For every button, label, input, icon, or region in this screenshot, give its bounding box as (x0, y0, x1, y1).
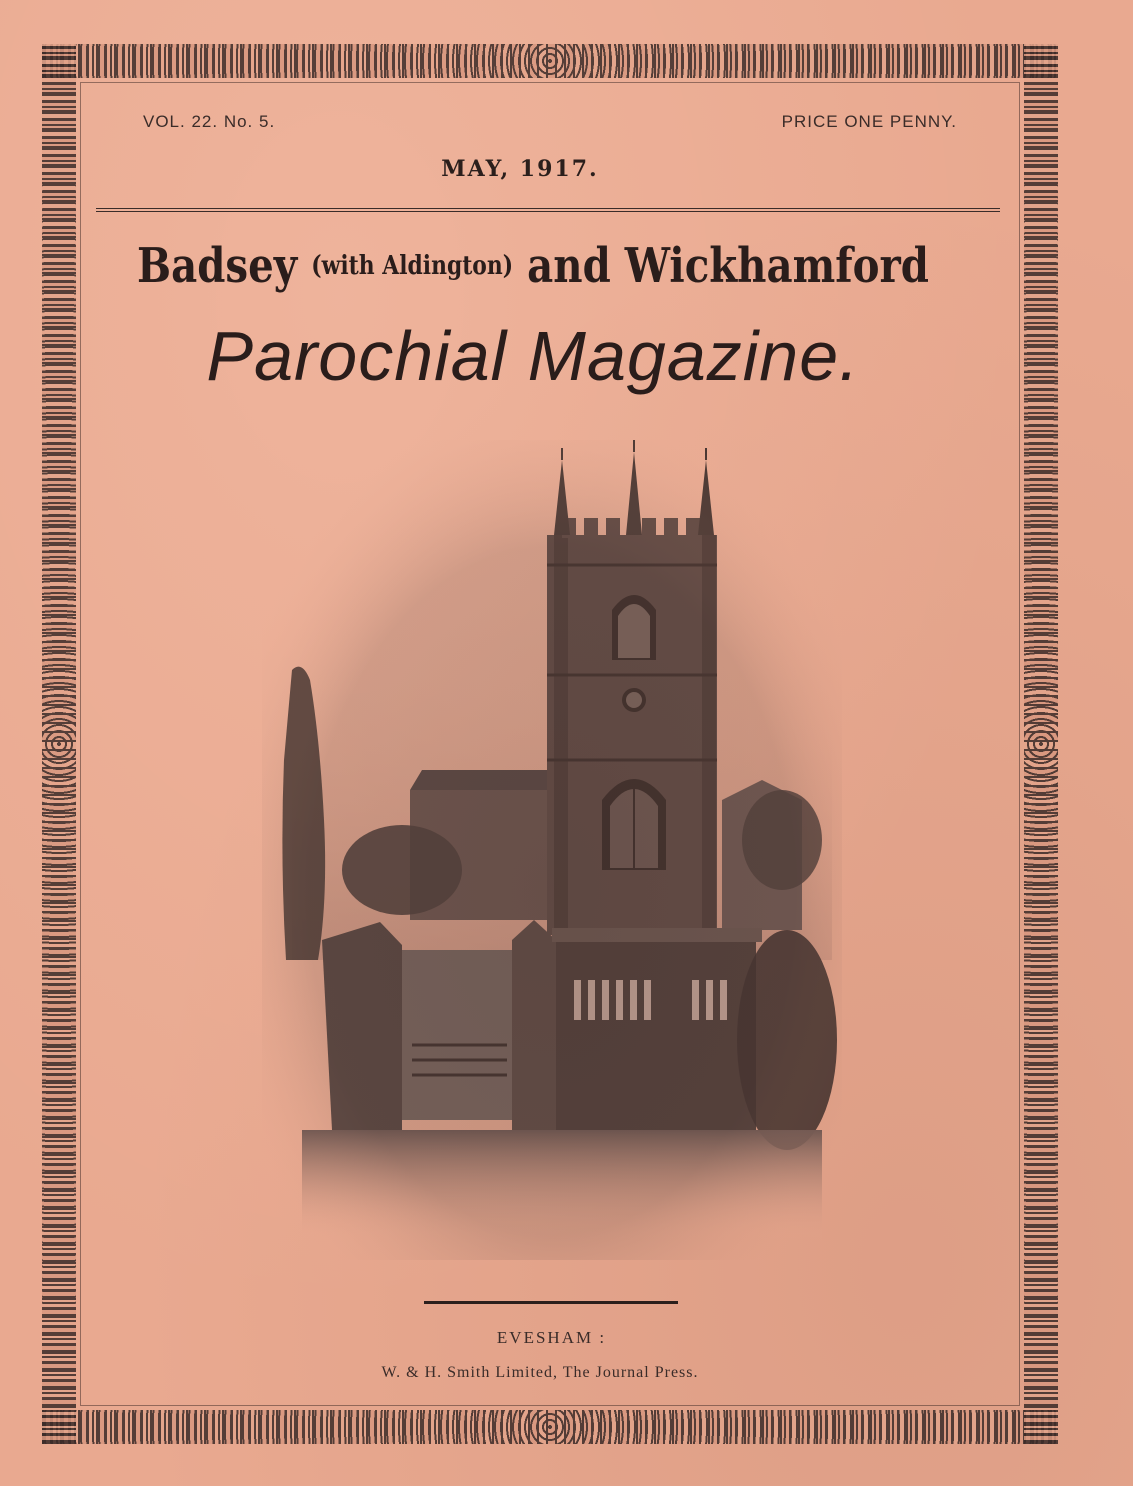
ornamental-border-top (42, 44, 1058, 78)
magazine-title-line1 (85, 238, 980, 294)
ornamental-border-left (42, 44, 76, 1444)
title-aldington: (with Aldington) (311, 251, 514, 281)
title-wickhamford: and Wickhamford (527, 238, 929, 294)
issue-date: MAY, 1917. (441, 156, 599, 182)
volume-number: VOL. 22. No. 5. (143, 112, 276, 131)
publication-place: EVESHAM : (496, 1328, 607, 1347)
printer-credit: W. & H. Smith Limited, The Journal Press. (381, 1364, 699, 1381)
header-rule (96, 208, 1000, 212)
ornamental-border-right (1024, 44, 1058, 1444)
magazine-title-line2: Parochial Magazine. (206, 317, 860, 395)
church-tower-photo (262, 440, 842, 1260)
footer-rule (424, 1301, 678, 1304)
price-label: PRICE ONE PENNY. (781, 112, 957, 131)
ornamental-border-bottom (42, 1410, 1058, 1444)
title-badsey: Badsey (137, 238, 298, 294)
